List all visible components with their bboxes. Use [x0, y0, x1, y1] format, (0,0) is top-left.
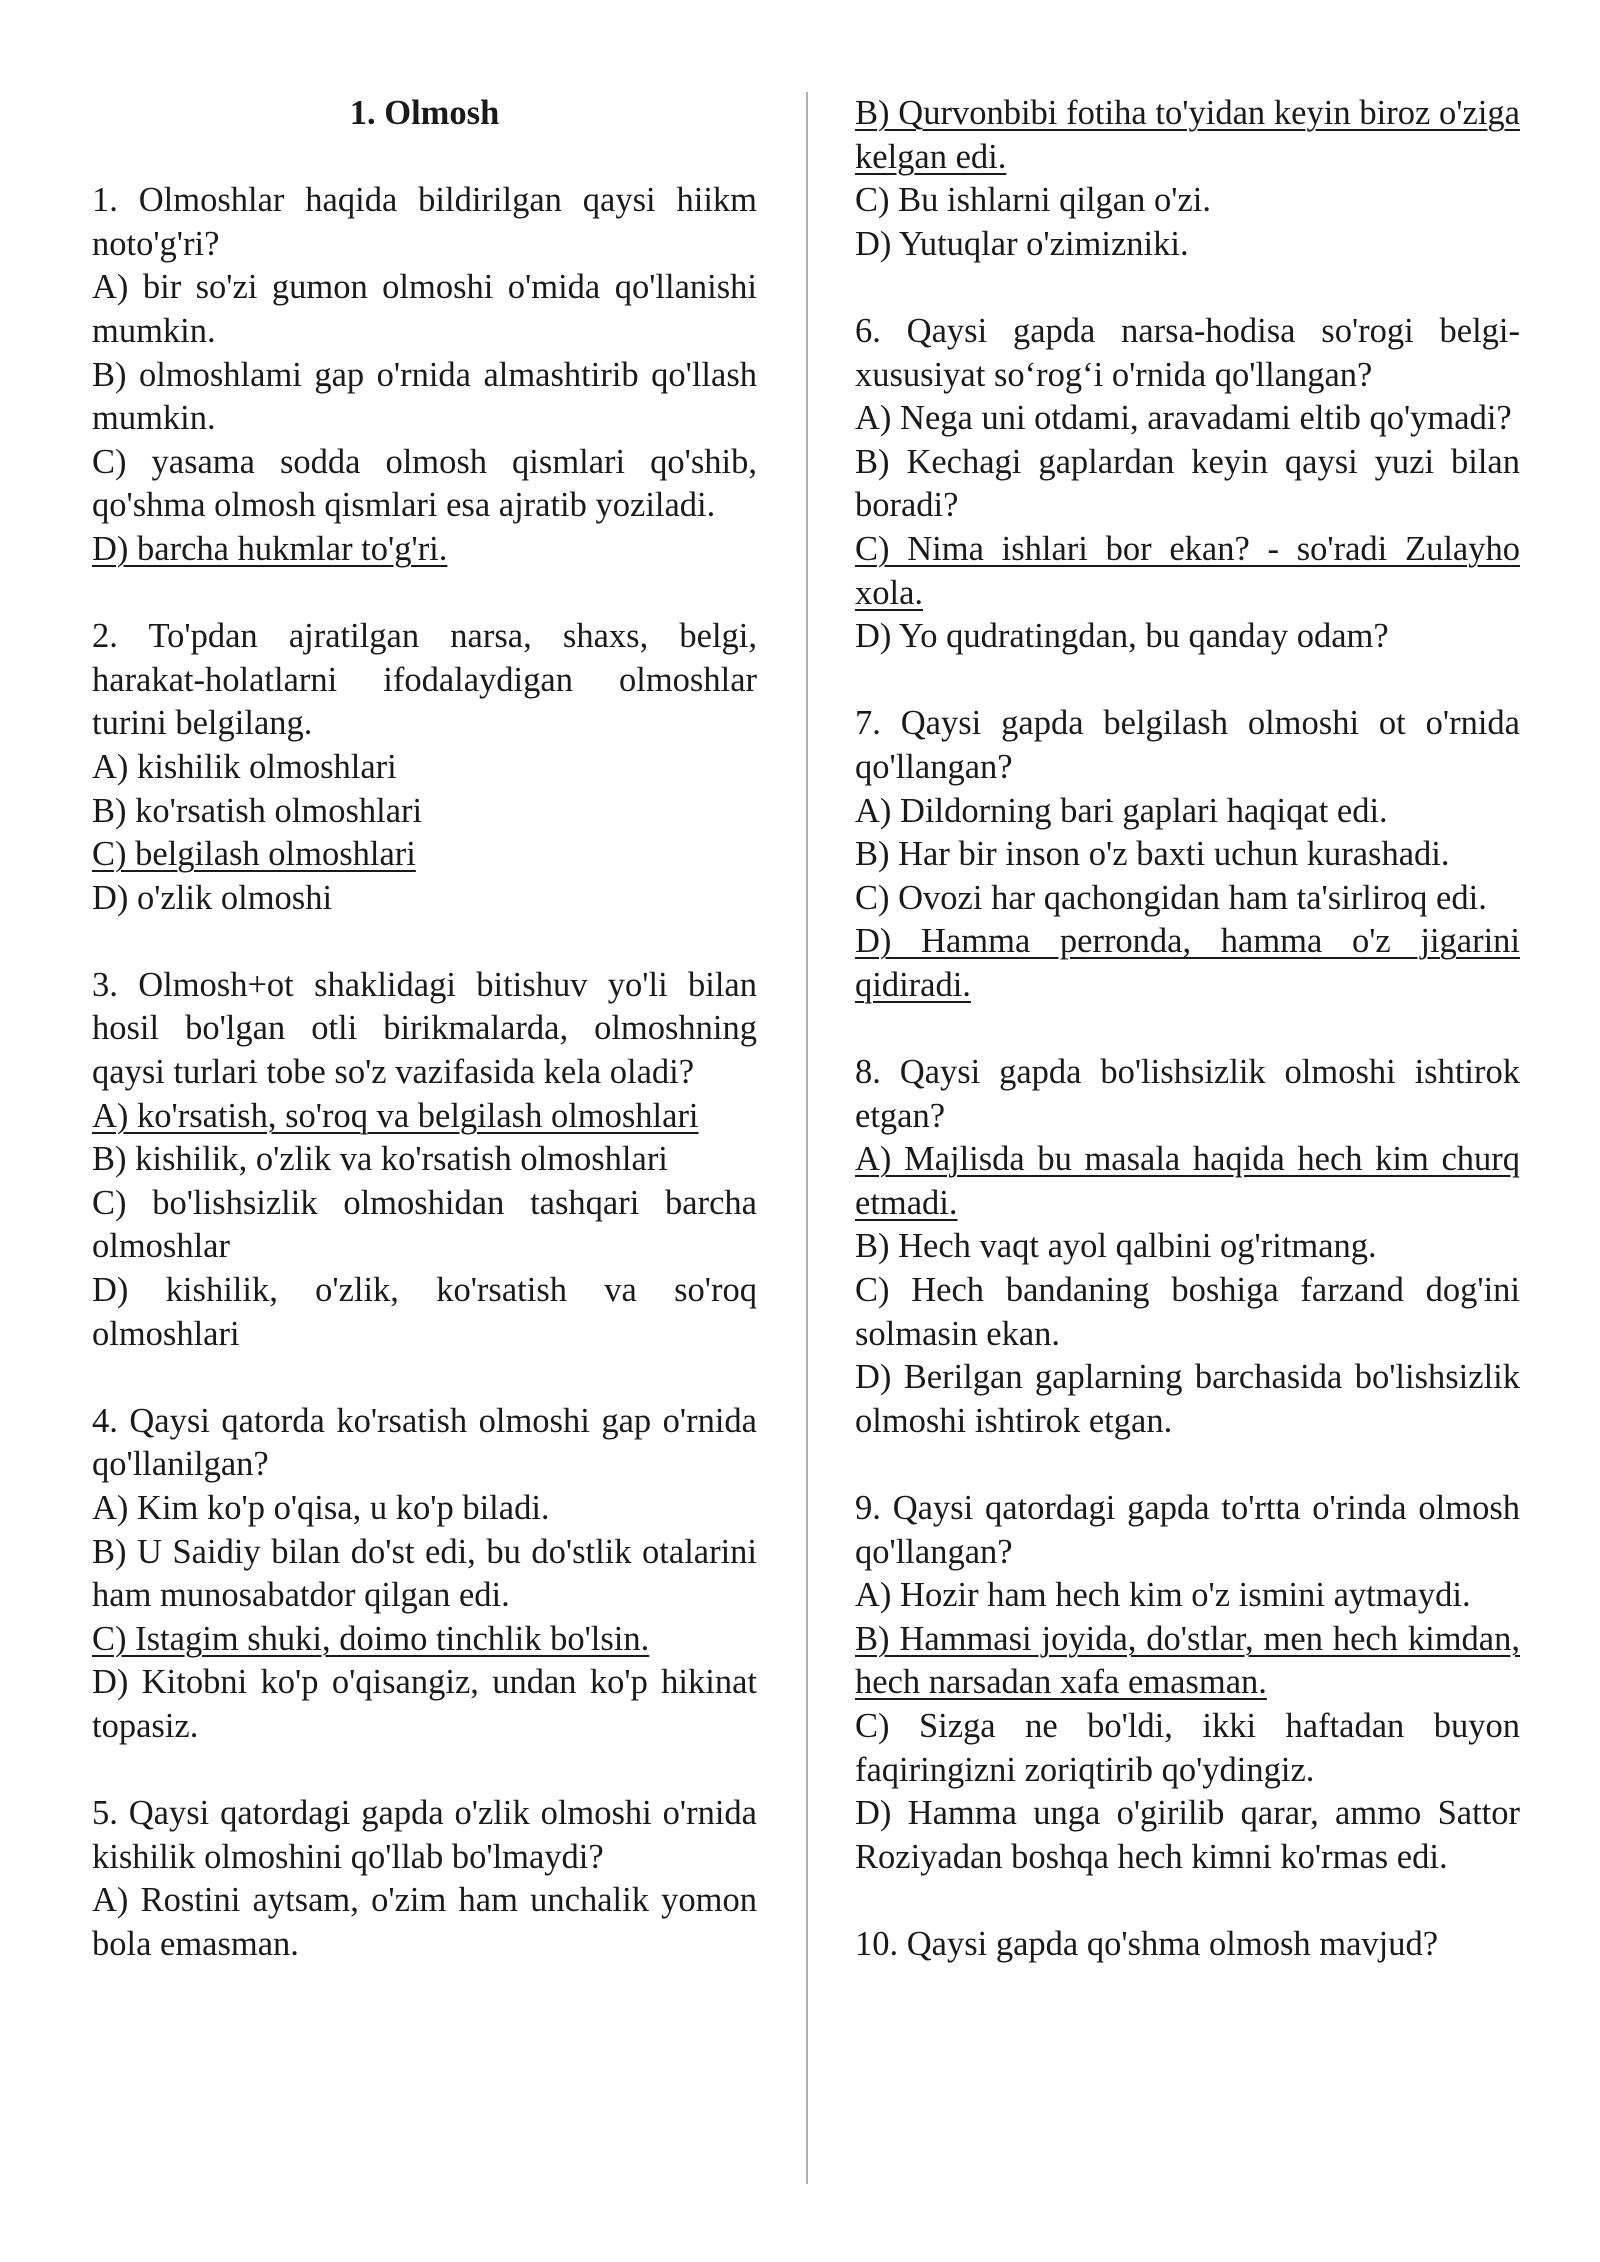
answer-option-correct: C) belgilash olmoshlari	[92, 835, 416, 874]
answer-option: B) kishilik, o'zlik va ko'rsatish olmoshlari	[92, 1140, 668, 1179]
question-text: 4. Qaysi qatorda ko'rsatish olmoshi gap o'rnida qo'llanilgan?	[92, 1401, 757, 1484]
answer-option: C) Bu ishlarni qilgan o'zi.	[855, 181, 1211, 220]
answer-option: B) Hech vaqt ayol qalbini og'ritmang.	[855, 1227, 1377, 1266]
answer-option: C) Sizga ne bo'ldi, ikki haftadan buyon faqiringizni zoriqtirib qo'ydingiz.	[855, 1706, 1520, 1789]
answer-option: D) Kitobni ko'p o'qisangiz, undan ko'p hikinat topasiz.	[92, 1663, 757, 1745]
answer-option: C) bo'lishsizlik olmoshidan tashqari barcha olmoshlar	[92, 1183, 757, 1266]
answer-option: A) bir so'zi gumon olmoshi o'mida qo'llanishi mumkin.	[92, 268, 757, 350]
answer-option-correct: D) Hamma perronda, hamma o'z jigarini qidiradi.	[855, 922, 1520, 1004]
answer-option: D) Yo qudratingdan, bu qanday odam?	[855, 617, 1389, 656]
question-block	[855, 1487, 1520, 1879]
answer-option: B) U Saidiy bilan do'st edi, bu do'stlik otalarini ham munosabatdor qilgan edi.	[92, 1532, 757, 1615]
question-block	[92, 615, 757, 920]
answer-option: A) Dildorning bari gaplari haqiqat edi.	[855, 791, 1388, 830]
answer-option: A) Nega uni otdami, aravadami eltib qo'ymadi?	[855, 399, 1512, 438]
question-text: 2. To'pdan ajratilgan narsa, shaxs, belgi, harakat-holatlarni ifodalaydigan olmoshlar turini belgilang.	[92, 617, 757, 743]
question-block	[855, 92, 1520, 266]
answer-option: A) Rostini aytsam, o'zim ham unchalik yomon bola emasman.	[92, 1881, 757, 1963]
question-text: 3. Olmosh+ot shaklidagi bitishuv yo'li bilan hosil bo'lgan otli birikmalarda, olmoshning qaysi turlari tobe so'z vazifasida kela oladi?	[92, 965, 757, 1092]
answer-option: B) Kechagi gaplardan keyin qaysi yuzi bilan boradi?	[855, 442, 1520, 525]
answer-option-correct: A) Majlisda bu masala haqida hech kim churq etmadi.	[855, 1140, 1520, 1222]
answer-option: D) Hamma unga o'girilib qarar, ammo Sattor Roziyadan boshqa hech kimni ko'rmas edi.	[855, 1794, 1520, 1876]
answer-option: B) olmoshlami gap o'rnida almashtirib qo'llash mumkin.	[92, 355, 757, 438]
column-divider	[806, 92, 808, 2184]
answer-option: C) Ovozi har qachongidan ham ta'sirliroq edi.	[855, 878, 1487, 917]
question-text: 7. Qaysi gapda belgilash olmoshi ot o'rnida qo'llangan?	[855, 704, 1520, 786]
question-block	[92, 1792, 757, 1966]
answer-option: D) kishilik, o'zlik, ko'rsatish va so'roq olmoshlari	[92, 1271, 757, 1353]
question-text: 9. Qaysi qatordagi gapda to'rtta o'rinda olmosh qo'llangan?	[855, 1489, 1520, 1571]
question-text: 8. Qaysi gapda bo'lishsizlik olmoshi ishtirok etgan?	[855, 1053, 1520, 1135]
answer-option: A) kishilik olmoshlari	[92, 747, 397, 786]
question-text: 1. Olmoshlar haqida bildirilgan qaysi hiikm noto'g'ri?	[92, 181, 757, 263]
answer-option-correct: C) Nima ishlari bor ekan? - so'radi Zulayho xola.	[855, 529, 1520, 612]
answer-option: B) Har bir inson o'z baxti uchun kurashadi.	[855, 835, 1450, 874]
question-text: 5. Qaysi qatordagi gapda o'zlik olmoshi o'rnida kishilik olmoshini qo'llab bo'lmaydi?	[92, 1794, 757, 1876]
answer-option: D) o'zlik olmoshi	[92, 878, 333, 917]
question-block	[92, 179, 757, 571]
question-text: 6. Qaysi gapda narsa-hodisa so'rogi belgi-xususiyat so‘rog‘i o'rnida qo'llangan?	[855, 311, 1520, 394]
answer-option-correct: B) Qurvonbibi fotiha to'yidan keyin biroz o'ziga kelgan edi.	[855, 94, 1520, 176]
left-column	[92, 92, 757, 1967]
answer-option: C) yasama sodda olmosh qismlari qo'shib, qo'shma olmosh qismlari esa ajratib yoziladi.	[92, 442, 757, 525]
question-block	[92, 1400, 757, 1749]
question-block	[855, 1051, 1520, 1443]
right-column	[855, 92, 1520, 1967]
question-text: 10. Qaysi gapda qo'shma olmosh mavjud?	[855, 1924, 1439, 1963]
answer-option: A) Kim ko'p o'qisa, u ko'p biladi.	[92, 1489, 550, 1527]
answer-option: D) Berilgan gaplarning barchasida bo'lishsizlik olmoshi ishtirok etgan.	[855, 1358, 1520, 1440]
question-block	[855, 1923, 1520, 1967]
question-block	[855, 310, 1520, 659]
question-block	[92, 964, 757, 1356]
answer-option-correct: A) ko'rsatish, so'roq va belgilash olmoshlari	[92, 1096, 699, 1135]
answer-option: C) Hech bandaning boshiga farzand dog'ini solmasin ekan.	[855, 1271, 1520, 1353]
answer-option: D) Yutuqlar o'zimizniki.	[855, 224, 1189, 263]
section-title: 1. Olmosh	[349, 94, 500, 132]
answer-option-correct: D) barcha hukmlar to'g'ri.	[92, 529, 448, 568]
answer-option: A) Hozir ham hech kim o'z ismini aytmaydi.	[855, 1576, 1471, 1615]
question-block	[855, 702, 1520, 1007]
answer-option: B) ko'rsatish olmoshlari	[92, 791, 423, 830]
answer-option-correct: B) Hammasi joyida, do'stlar, men hech kimdan, hech narsadan xafa emasman.	[855, 1619, 1520, 1702]
answer-option-correct: C) Istagim shuki, doimo tinchlik bo'lsin.	[92, 1619, 650, 1658]
